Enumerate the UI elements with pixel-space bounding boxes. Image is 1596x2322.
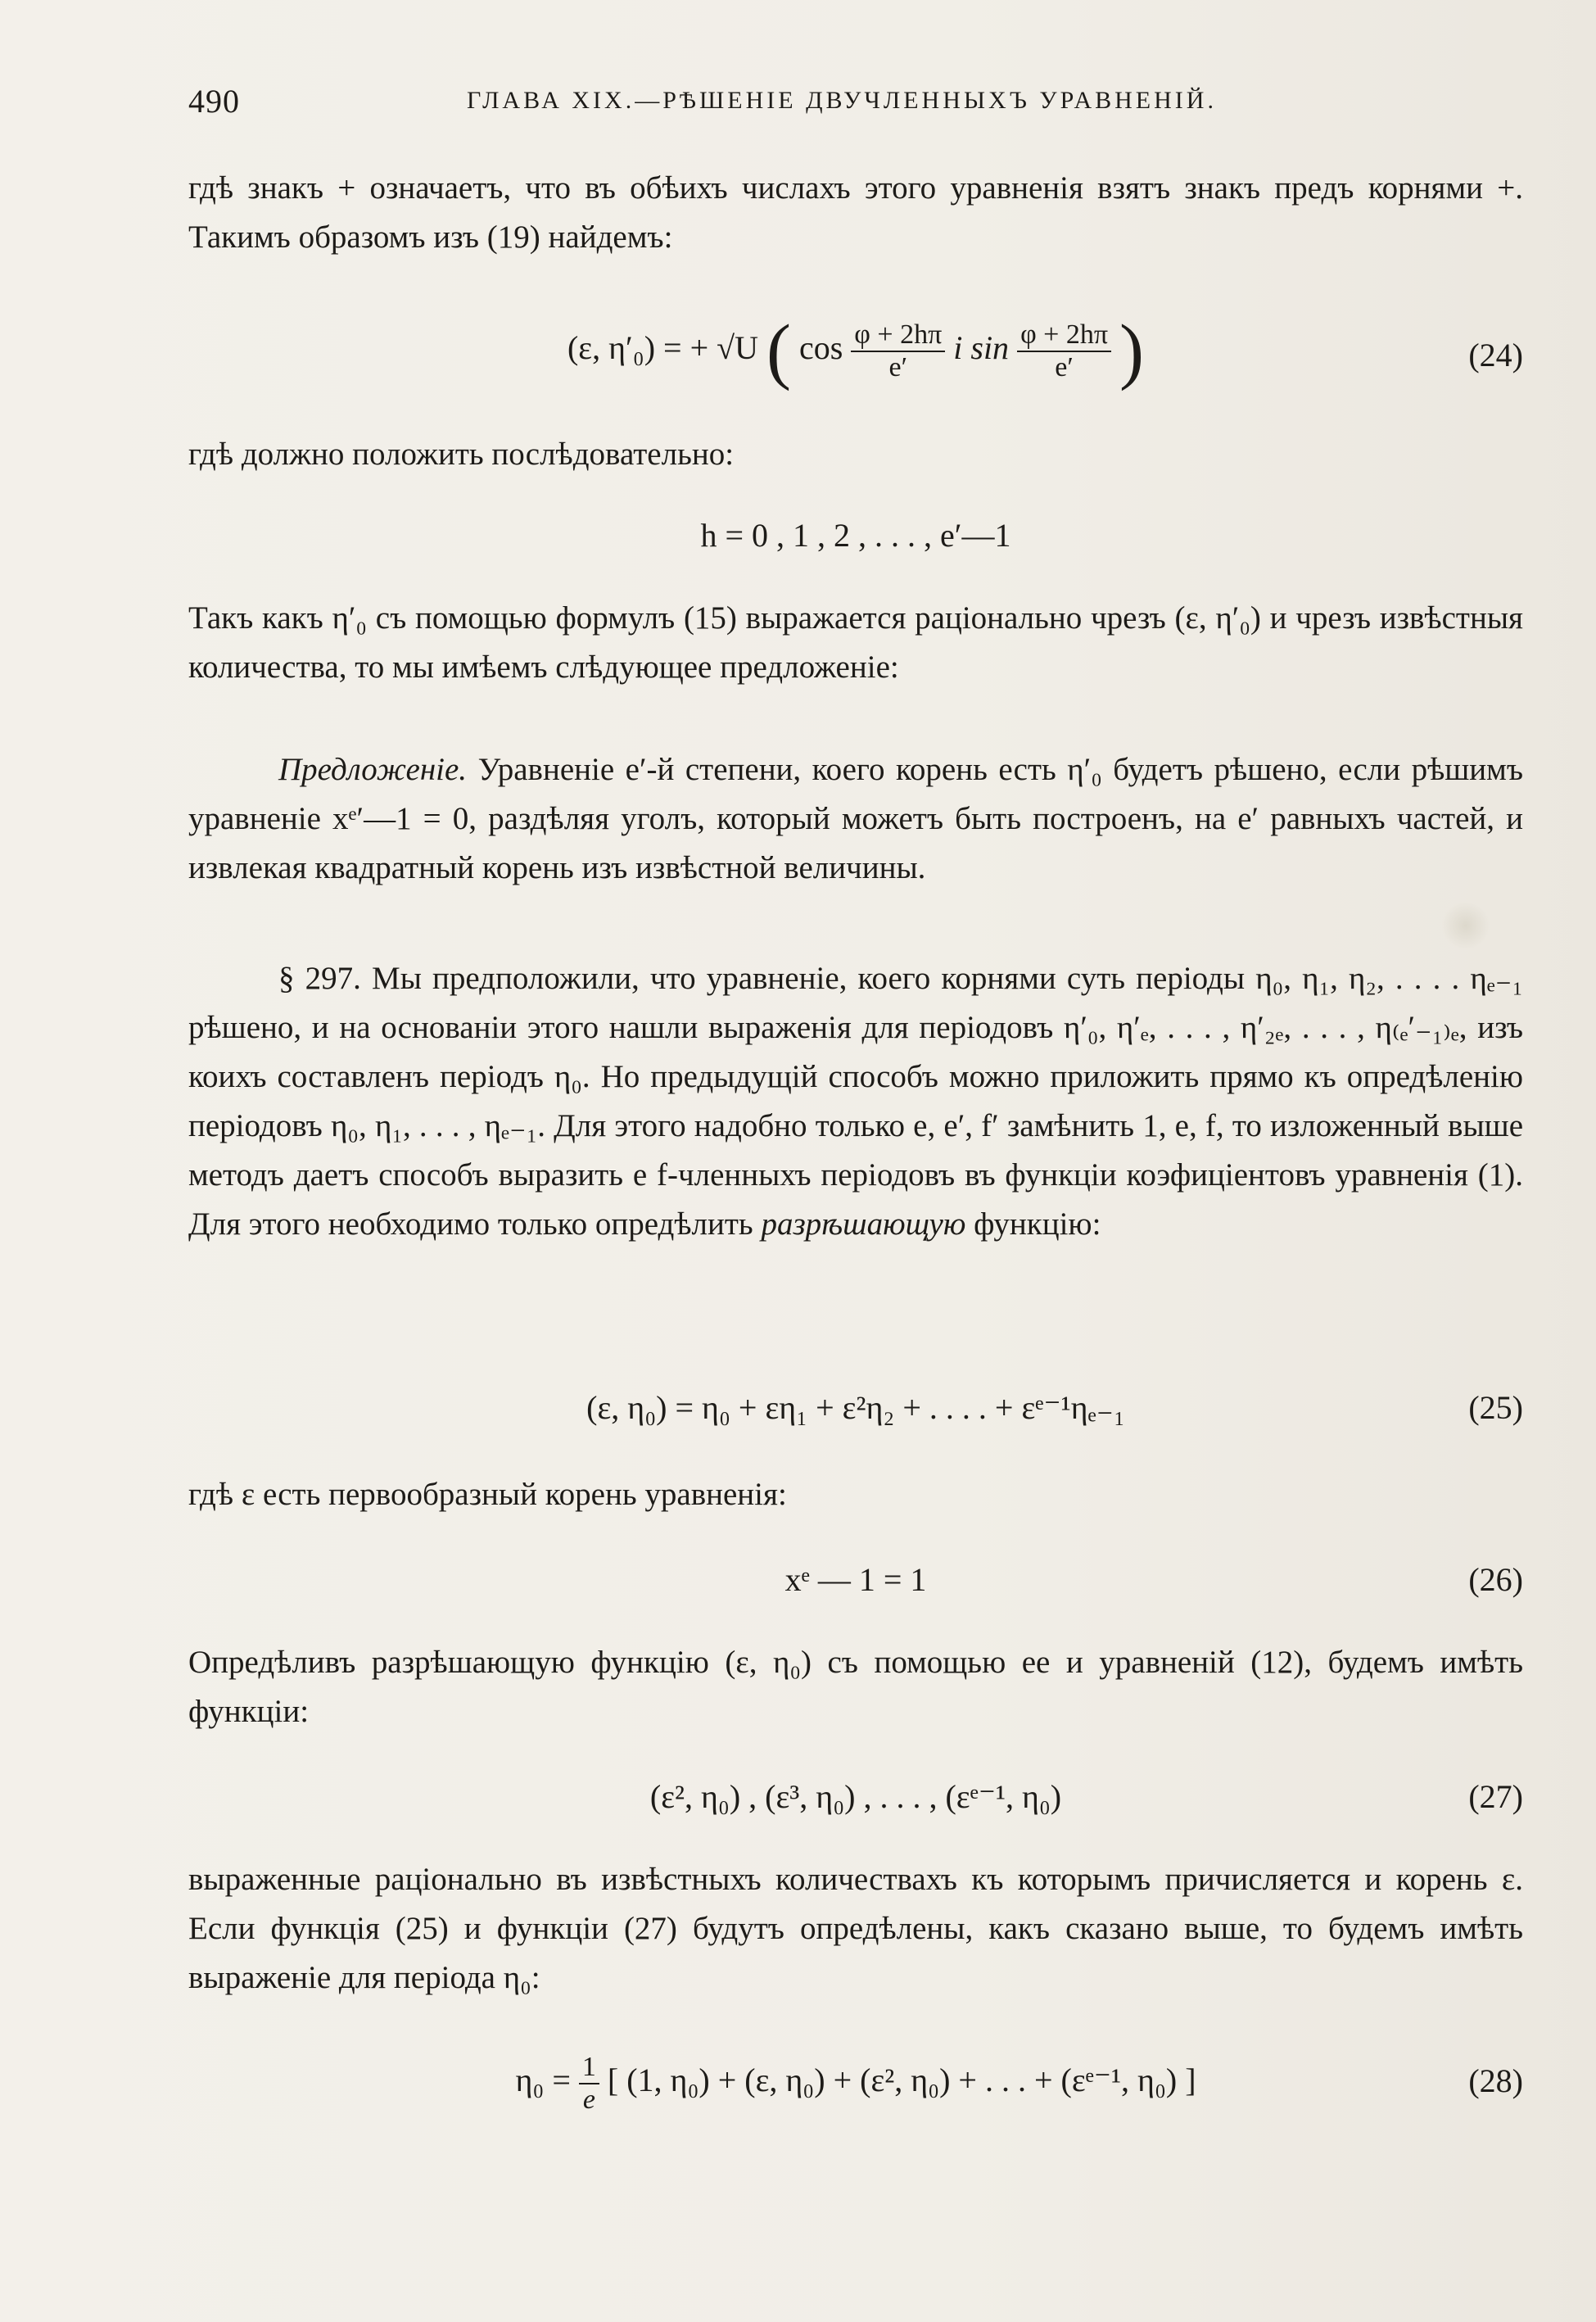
equation-h-expr: h = 0 , 1 , 2 , . . . , e′—1 (700, 517, 1011, 554)
eq24-cos: cos (798, 329, 843, 367)
paragraph-297-end: функцію: (974, 1206, 1101, 1242)
page-header (188, 82, 1531, 123)
equation-27 (188, 1769, 1523, 1835)
equation-28 (188, 2044, 1523, 2125)
equation-number-28: (28) (1468, 2062, 1523, 2099)
proposition-label: Предложеніе. (278, 752, 468, 787)
equation-24-expr: (ε, η′₀) = + √U ( cos $\frac{\varphi + 2h\pi}{e'}$ i sin $\frac{\varphi + 2h\pi}{e'}$ ) (567, 310, 1145, 392)
paragraph-1: гдѣ знакъ + означаетъ, что въ обѣихъ числахъ этого уравненія взятъ знакъ предъ корнями +. Такимъ образомъ изъ (19) найдемъ: (188, 170, 1523, 255)
equation-26-expr: xᵉ — 1 = 1 (784, 1561, 927, 1598)
equation-26 (188, 1552, 1523, 1618)
eq28-rhs: [ (1, η₀) + (ε, η₀) + (ε², η₀) + . . . + (εᵉ⁻¹, η₀) ] (607, 2062, 1196, 2099)
equation-number-25: (25) (1468, 1389, 1523, 1426)
paragraph-3: Такъ какъ η′₀ съ помощью формулъ (15) выражается раціонально чрезъ (ε, η′₀) и чрезъ извѣстныя количества, то мы имѣемъ слѣдующее предложеніе: (188, 600, 1523, 685)
paragraph-6: гдѣ ε есть первообразный корень уравненія: (188, 1477, 787, 1512)
eq24-isin: i sin (953, 329, 1010, 367)
page-number: 490 (188, 83, 240, 120)
eq28-lhs: η₀ = (515, 2062, 571, 2099)
equation-number-26: (26) (1468, 1561, 1523, 1598)
eq24-frac-2: $\frac{\varphi + 2h\pi}{e'}$ (1017, 319, 1111, 383)
paragraph-8: выраженные раціонально въ извѣстныхъ количествахъ къ которымъ причисляется и корень ε. Если функція (25) и функціи (27) будутъ опредѣлены, какъ сказано выше, то будемъ имѣть выраженіе для періода η₀: (188, 1862, 1523, 1995)
equation-27-expr: (ε², η₀) , (ε³, η₀) , . . . , (εᵉ⁻¹, η₀) (649, 1778, 1062, 1815)
equation-25-expr: (ε, η₀) = η₀ + εη₁ + ε²η₂ + . . . . + εᵉ⁻¹ηₑ₋₁ (586, 1389, 1125, 1426)
paragraph-7: Опредѣливъ разрѣшающую функцію (ε, η₀) съ помощью ее и уравненій (12), будемъ имѣть функціи: (188, 1645, 1523, 1729)
paragraph-2: гдѣ должно положить послѣдовательно: (188, 437, 735, 472)
paragraph-proposition (188, 745, 1523, 893)
paper-stain (1441, 901, 1490, 950)
eq24-lhs: (ε, η′₀) = + √U (567, 329, 758, 367)
running-head: ГЛАВА XIX.—РѢШЕНІЕ ДВУЧЛЕННЫХЪ УРАВНЕНІЙ. (467, 87, 1217, 114)
equation-h (188, 508, 1523, 573)
equation-24 (188, 311, 1523, 393)
paragraph-297-text: § 297. Мы предположили, что уравненіе, коего корнями суть періоды η₀, η₁, η₂, . . . . ηₑ₋₁ рѣшено, и на основаніи этого нашли выраженія для періодовъ η′₀, η′ₑ, . . . , η′₂ₑ, . . . , η₍ₑ′₋₁₎ₑ, изъ коихъ составленъ періодъ η₀. Но предыдущій способъ можно приложить прямо къ опредѣленію періодовъ η₀, η₁, . . . , ηₑ₋₁. Для этого надобно только e, e′, f′ замѣнить 1, e, f, то изложенный выше методъ даетъ способъ выразить e f-членныхъ періодовъ въ функціи коэфиціентовъ уравненія (1). Для этого необходимо только опредѣлить (188, 961, 1523, 1242)
proposition-text: Уравненіе e′-й степени, коего корень есть η′₀ будетъ рѣшено, если рѣшимъ уравненіе xᵉ′—1 = 0, раздѣляя уголъ, который можетъ быть построенъ, на e′ равныхъ частей, и извлекая квадратный корень изъ извѣстной величины. (188, 752, 1523, 885)
equation-25 (188, 1380, 1523, 1446)
paragraph-297-italic: разрѣшающую (761, 1206, 966, 1242)
equation-number-24: (24) (1468, 337, 1523, 373)
equation-number-27: (27) (1468, 1778, 1523, 1815)
eq24-frac-1: $\frac{\varphi + 2h\pi}{e'}$ (851, 319, 945, 383)
eq28-frac: $\frac{1}{e}$ (579, 2052, 599, 2116)
paragraph-297 (188, 954, 1523, 1249)
equation-28-expr (188, 2052, 1523, 2116)
